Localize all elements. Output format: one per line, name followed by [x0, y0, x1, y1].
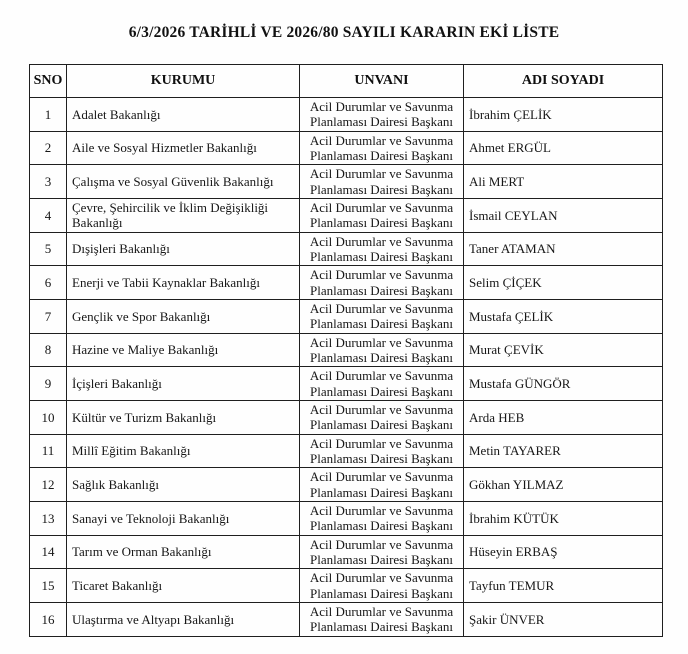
job-title-cell: Acil Durumlar ve Savunma Planlaması Dairesi Başkanı [300, 434, 464, 468]
institution-cell: Millî Eğitim Bakanlığı [67, 434, 300, 468]
full-name-cell: Gökhan YILMAZ [464, 468, 663, 502]
row-number-cell: 1 [30, 98, 67, 132]
column-header-sno: SNO [30, 65, 67, 98]
table-row [30, 367, 663, 401]
table-row [30, 535, 663, 569]
row-number-cell: 10 [30, 400, 67, 434]
header-row [30, 65, 663, 98]
table-row [30, 400, 663, 434]
row-number-cell: 4 [30, 198, 67, 232]
institution-cell: Sanayi ve Teknoloji Bakanlığı [67, 501, 300, 535]
institution-cell: Aile ve Sosyal Hizmetler Bakanlığı [67, 131, 300, 165]
full-name-cell: Tayfun TEMUR [464, 569, 663, 603]
institution-cell: İçişleri Bakanlığı [67, 367, 300, 401]
institution-cell: Enerji ve Tabii Kaynaklar Bakanlığı [67, 266, 300, 300]
job-title-cell: Acil Durumlar ve Savunma Planlaması Dairesi Başkanı [300, 367, 464, 401]
table-row [30, 602, 663, 636]
institution-cell: Kültür ve Turizm Bakanlığı [67, 400, 300, 434]
job-title-cell: Acil Durumlar ve Savunma Planlaması Dairesi Başkanı [300, 535, 464, 569]
full-name-cell: Şakir ÜNVER [464, 602, 663, 636]
column-header-adi-soyadi: ADI SOYADI [464, 65, 663, 98]
job-title-cell: Acil Durumlar ve Savunma Planlaması Dairesi Başkanı [300, 333, 464, 367]
table-row [30, 232, 663, 266]
institution-cell: Tarım ve Orman Bakanlığı [67, 535, 300, 569]
table-row [30, 299, 663, 333]
column-header-unvani: UNVANI [300, 65, 464, 98]
full-name-cell: Hüseyin ERBAŞ [464, 535, 663, 569]
table-row [30, 165, 663, 199]
row-number-cell: 9 [30, 367, 67, 401]
row-number-cell: 3 [30, 165, 67, 199]
full-name-cell: Murat ÇEVİK [464, 333, 663, 367]
full-name-cell: İbrahim ÇELİK [464, 98, 663, 132]
table-header [30, 65, 663, 98]
page-title: 6/3/2026 TARİHLİ VE 2026/80 SAYILI KARARIN EKİ LİSTE [128, 24, 560, 41]
institution-cell: Ulaştırma ve Altyapı Bakanlığı [67, 602, 300, 636]
full-name-cell: Metin TAYARER [464, 434, 663, 468]
full-name-cell: İsmail CEYLAN [464, 198, 663, 232]
institution-cell: Sağlık Bakanlığı [67, 468, 300, 502]
job-title-cell: Acil Durumlar ve Savunma Planlaması Dairesi Başkanı [300, 165, 464, 199]
table-row [30, 266, 663, 300]
job-title-cell: Acil Durumlar ve Savunma Planlaması Dairesi Başkanı [300, 602, 464, 636]
table-body [30, 98, 663, 637]
table-row [30, 501, 663, 535]
institution-cell: Hazine ve Maliye Bakanlığı [67, 333, 300, 367]
full-name-cell: Ahmet ERGÜL [464, 131, 663, 165]
row-number-cell: 14 [30, 535, 67, 569]
job-title-cell: Acil Durumlar ve Savunma Planlaması Dairesi Başkanı [300, 501, 464, 535]
full-name-cell: Taner ATAMAN [464, 232, 663, 266]
row-number-cell: 12 [30, 468, 67, 502]
column-header-kurumu: KURUMU [67, 65, 300, 98]
job-title-cell: Acil Durumlar ve Savunma Planlaması Dairesi Başkanı [300, 266, 464, 300]
job-title-cell: Acil Durumlar ve Savunma Planlaması Dairesi Başkanı [300, 468, 464, 502]
institution-cell: Çalışma ve Sosyal Güvenlik Bakanlığı [67, 165, 300, 199]
job-title-cell: Acil Durumlar ve Savunma Planlaması Dairesi Başkanı [300, 131, 464, 165]
table-row [30, 98, 663, 132]
row-number-cell: 7 [30, 299, 67, 333]
table-row [30, 198, 663, 232]
table-row [30, 434, 663, 468]
table-row [30, 468, 663, 502]
institution-cell: Adalet Bakanlığı [67, 98, 300, 132]
table-row [30, 569, 663, 603]
job-title-cell: Acil Durumlar ve Savunma Planlaması Dairesi Başkanı [300, 232, 464, 266]
job-title-cell: Acil Durumlar ve Savunma Planlaması Dairesi Başkanı [300, 198, 464, 232]
job-title-cell: Acil Durumlar ve Savunma Planlaması Dairesi Başkanı [300, 569, 464, 603]
row-number-cell: 16 [30, 602, 67, 636]
row-number-cell: 8 [30, 333, 67, 367]
row-number-cell: 5 [30, 232, 67, 266]
job-title-cell: Acil Durumlar ve Savunma Planlaması Dairesi Başkanı [300, 400, 464, 434]
table-row [30, 333, 663, 367]
job-title-cell: Acil Durumlar ve Savunma Planlaması Dairesi Başkanı [300, 299, 464, 333]
full-name-cell: Ali MERT [464, 165, 663, 199]
full-name-cell: Selim ÇİÇEK [464, 266, 663, 300]
full-name-cell: İbrahim KÜTÜK [464, 501, 663, 535]
institution-cell: Gençlik ve Spor Bakanlığı [67, 299, 300, 333]
row-number-cell: 6 [30, 266, 67, 300]
row-number-cell: 15 [30, 569, 67, 603]
institution-cell: Çevre, Şehircilik ve İklim Değişikliği Bakanlığı [67, 198, 300, 232]
full-name-cell: Arda HEB [464, 400, 663, 434]
table-row [30, 131, 663, 165]
row-number-cell: 13 [30, 501, 67, 535]
full-name-cell: Mustafa GÜNGÖR [464, 367, 663, 401]
institution-cell: Dışişleri Bakanlığı [67, 232, 300, 266]
institution-cell: Ticaret Bakanlığı [67, 569, 300, 603]
row-number-cell: 11 [30, 434, 67, 468]
full-name-cell: Mustafa ÇELİK [464, 299, 663, 333]
annex-list-table [29, 64, 663, 637]
row-number-cell: 2 [30, 131, 67, 165]
job-title-cell: Acil Durumlar ve Savunma Planlaması Dairesi Başkanı [300, 98, 464, 132]
